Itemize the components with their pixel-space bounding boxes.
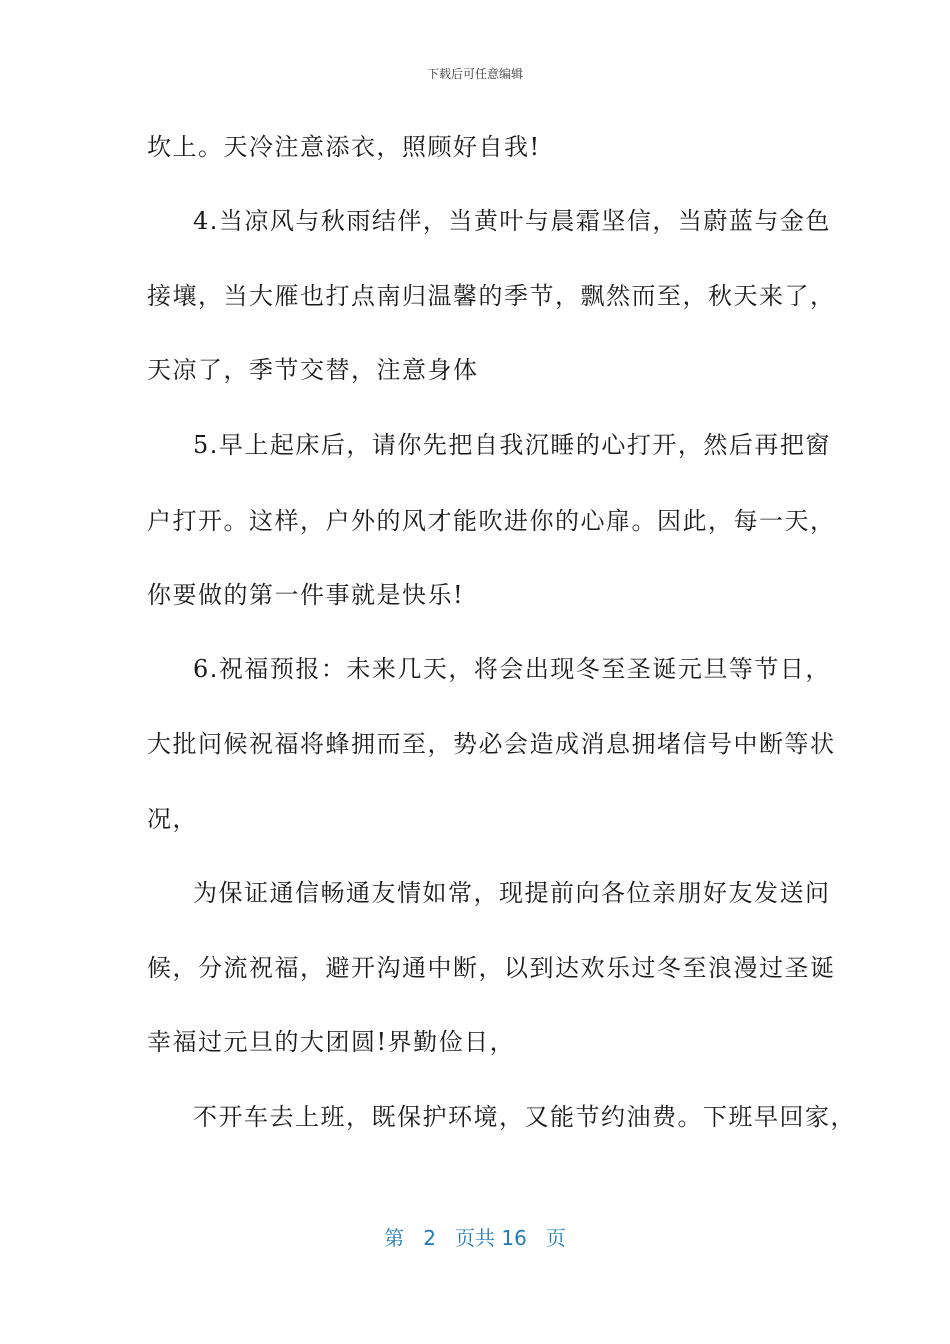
footer-prefix: 第 [384, 1226, 405, 1250]
text-line: 接壤，当大雁也打点南归温馨的季节，飘然而至，秋天来了， [147, 282, 836, 310]
page-footer [0, 1224, 950, 1252]
footer-suffix: 页 [545, 1226, 566, 1250]
footer-total-pages: 16 [501, 1226, 527, 1250]
text-line: 5.早上起床后，请你先把自我沉睡的心打开，然后再把窗 [193, 431, 831, 459]
text-line: 你要做的第一件事就是快乐! [147, 581, 465, 609]
text-line: 4.当凉风与秋雨结伴，当黄叶与晨霜坚信，当蔚蓝与金色 [193, 207, 831, 235]
text-line: 为保证通信畅通友情如常，现提前向各位亲朋好友发送问 [193, 879, 831, 907]
text-line: 幸福过元旦的大团圆!界勤俭日， [147, 1028, 516, 1056]
footer-middle: 页共 [455, 1226, 495, 1250]
text-line: 坎上。天冷注意添衣，照顾好自我! [147, 133, 541, 161]
text-line: 不开车去上班，既保护环境，又能节约油费。下班早回家， [193, 1103, 856, 1131]
text-line: 天凉了，季节交替，注意身体 [147, 356, 479, 384]
text-line: 户打开。这样，户外的风才能吹进你的心扉。因此，每一天， [147, 507, 836, 535]
footer-current-page: 2 [423, 1226, 436, 1250]
text-line: 况， [147, 805, 198, 833]
text-line: 候，分流祝福，避开沟通中断，以到达欢乐过冬至浪漫过圣诞 [147, 954, 836, 982]
page-header-note: 下载后可任意编辑 [426, 67, 523, 81]
text-line: 6.祝福预报：未来几天，将会出现冬至圣诞元旦等节日， [193, 655, 831, 683]
text-line: 大批问候祝福将蜂拥而至，势必会造成消息拥堵信号中断等状 [147, 730, 836, 758]
